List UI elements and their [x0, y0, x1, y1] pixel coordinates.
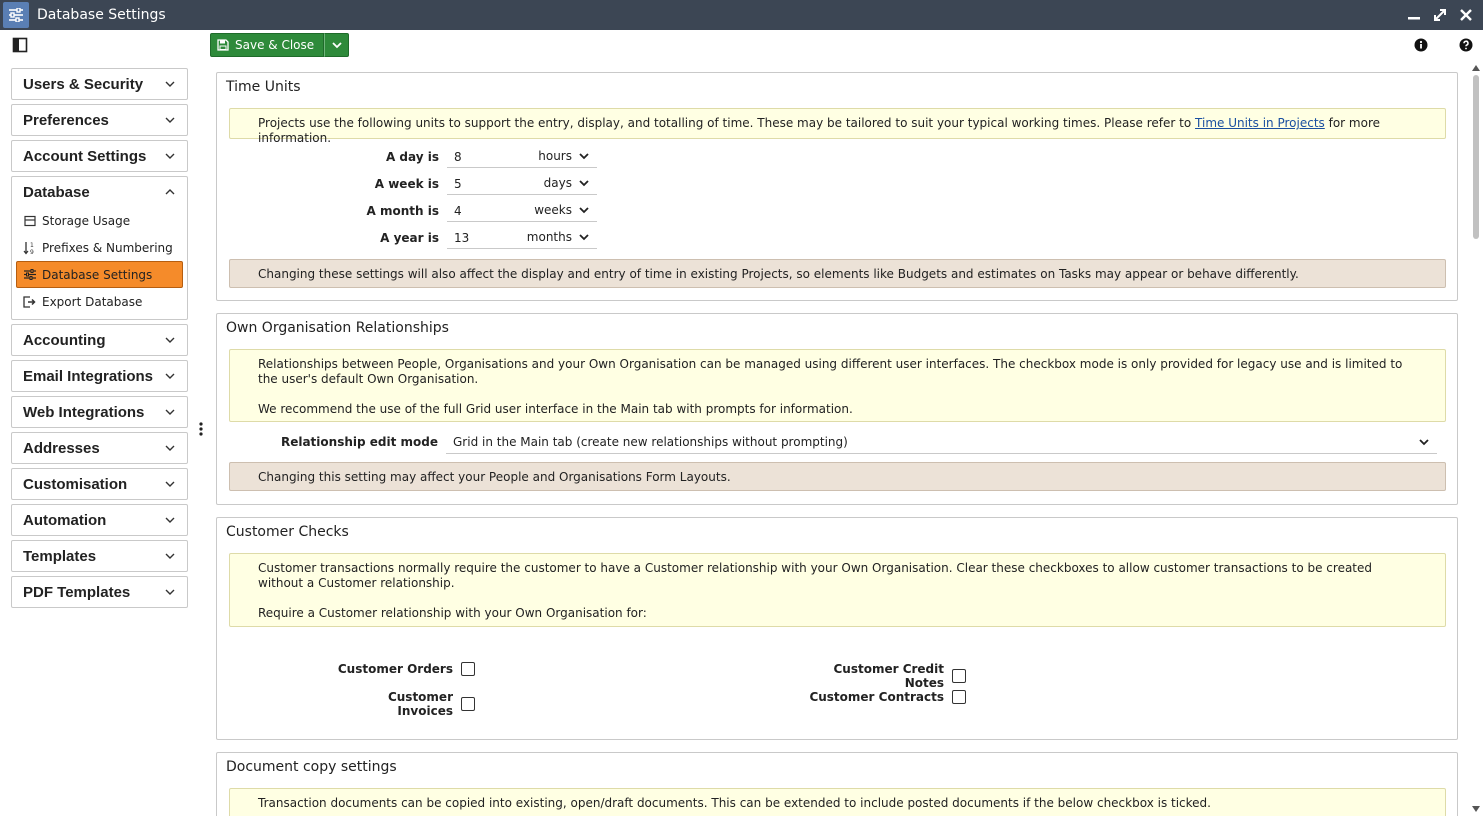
time-unit-row-day — [217, 145, 597, 169]
day-hours-input[interactable] — [447, 146, 597, 168]
time-units-note — [229, 108, 1446, 145]
nav-group-header[interactable] — [12, 141, 187, 171]
unit-label: A year is — [380, 231, 439, 245]
chevron-down-icon — [579, 233, 589, 241]
nav-group-header[interactable] — [12, 541, 187, 571]
nav-group-label: Account Settings — [23, 147, 147, 165]
chevron-down-icon — [579, 152, 589, 160]
time-units-warning: Changing these settings will also affect the display and entry of time in existing Projects, so elements like Budgets and estimates on Tasks may appear or behave differently. — [229, 259, 1446, 288]
nav-item-storage-usage[interactable] — [12, 207, 187, 234]
nav-group-header[interactable] — [12, 469, 187, 499]
customer-orders-checkbox[interactable] — [461, 662, 475, 676]
chevron-down-icon — [165, 371, 175, 381]
save-icon — [217, 39, 229, 51]
time-units-help-link[interactable]: Time Units in Projects — [1195, 116, 1325, 130]
note-text: Require a Customer relationship with your Own Organisation for: — [258, 606, 647, 620]
unit-select-value: weeks — [534, 203, 572, 217]
checkbox-label: Customer Contracts — [809, 690, 944, 704]
note-text: Customer transactions normally require the customer to have a Customer relationship with your Own Organisation. Clear these checkboxes to allow customer transactions to be created without a Customer relationship. — [258, 561, 1373, 590]
nav-group-account-settings[interactable] — [11, 140, 188, 172]
chevron-down-icon — [165, 115, 175, 125]
nav-item-label: Storage Usage — [42, 213, 131, 228]
nav-group-pdf-templates[interactable] — [11, 576, 188, 608]
title-bar — [0, 0, 1483, 30]
sidebar-toggle-icon[interactable] — [12, 37, 28, 53]
customer-checks-panel — [216, 517, 1458, 740]
window-title: Database Settings — [37, 7, 166, 23]
settings-sidebar — [11, 68, 188, 612]
nav-group-header[interactable] — [12, 433, 187, 463]
nav-group-label: Automation — [23, 511, 107, 529]
checkbox-label: Customer Credit Notes — [833, 662, 944, 690]
settings-sliders-icon — [3, 2, 29, 28]
customer-invoices-checkbox[interactable] — [461, 697, 475, 711]
chevron-down-icon — [165, 407, 175, 417]
chevron-down-icon — [165, 335, 175, 345]
close-icon[interactable] — [1459, 8, 1473, 22]
export-icon — [23, 295, 36, 308]
settings-content — [216, 72, 1458, 816]
unit-select-value: days — [543, 176, 572, 190]
scrollbar-thumb[interactable] — [1473, 75, 1479, 239]
year-months-input[interactable] — [447, 227, 597, 249]
chevron-down-icon — [579, 206, 589, 214]
unit-select[interactable] — [538, 149, 589, 163]
minimize-icon[interactable] — [1407, 8, 1421, 22]
info-icon — [1414, 38, 1428, 52]
time-unit-row-year — [217, 226, 597, 250]
unit-select-value: months — [526, 230, 572, 244]
save-close-group — [210, 33, 349, 57]
chevron-down-icon — [165, 515, 175, 525]
nav-item-prefixes-numbering[interactable] — [12, 234, 187, 261]
unit-label: A week is — [374, 177, 439, 191]
week-days-input[interactable] — [447, 173, 597, 195]
sliders-icon — [23, 268, 36, 281]
nav-item-label: Database Settings — [42, 267, 153, 282]
chevron-down-icon — [165, 443, 175, 453]
checkbox-label: Customer Orders — [337, 662, 453, 676]
panel-title: Time Units — [226, 79, 301, 95]
nav-item-database-settings[interactable] — [16, 261, 183, 288]
nav-item-label: Prefixes & Numbering — [42, 240, 173, 255]
own-org-panel — [216, 313, 1458, 505]
nav-group-header[interactable] — [12, 397, 187, 427]
scroll-down-icon[interactable] — [1472, 805, 1480, 813]
splitter-handle-icon[interactable] — [198, 421, 204, 437]
nav-group-header[interactable] — [12, 325, 187, 355]
chevron-down-icon — [165, 587, 175, 597]
chevron-down-icon — [165, 479, 175, 489]
unit-value: 13 — [454, 230, 470, 245]
nav-group-label: Addresses — [23, 439, 100, 457]
nav-group-label: Customisation — [23, 475, 128, 493]
note-text: Projects use the following units to support the entry, display, and totalling of time. These may be tailored to suit your typical working times. Please refer to — [258, 116, 1196, 130]
note-text: for more information. — [258, 116, 1380, 145]
chevron-down-icon — [165, 79, 175, 89]
numbering-icon — [23, 241, 36, 254]
nav-group-label: Users & Security — [23, 75, 144, 93]
customer-credit-notes-checkbox[interactable] — [952, 669, 966, 683]
chevron-up-icon — [165, 187, 175, 197]
checkbox-label: Customer Invoices — [387, 690, 453, 718]
unit-label: A month is — [366, 204, 439, 218]
help-button[interactable] — [1455, 35, 1477, 55]
nav-item-export-database[interactable] — [12, 288, 187, 315]
time-unit-row-week — [217, 172, 597, 196]
svg-text:1: 1 — [30, 241, 34, 249]
customer-checks-note — [229, 553, 1446, 627]
scroll-up-icon[interactable] — [1472, 64, 1480, 72]
unit-select[interactable] — [544, 176, 589, 190]
month-weeks-input[interactable] — [447, 200, 597, 222]
panel-title: Document copy settings — [226, 759, 397, 775]
time-units-panel — [216, 72, 1458, 301]
unit-select-value: hours — [538, 149, 572, 163]
nav-group-label: Email Integrations — [23, 367, 154, 385]
nav-group-accounting[interactable] — [11, 324, 188, 356]
nav-group-label: Preferences — [23, 111, 109, 129]
info-button[interactable] — [1410, 35, 1432, 55]
nav-group-users-security[interactable] — [11, 68, 188, 100]
nav-group-header[interactable] — [12, 69, 187, 99]
own-org-note — [229, 349, 1446, 422]
storage-icon — [23, 214, 36, 227]
unit-select[interactable] — [527, 230, 589, 244]
nav-group-label: Templates — [23, 547, 97, 565]
document-copy-note: Transaction documents can be copied into existing, open/draft documents. This can be extended to include posted documents if the below checkbox is ticked. — [229, 788, 1446, 816]
nav-group-header[interactable] — [12, 361, 187, 391]
nav-group-header[interactable] — [12, 105, 187, 135]
nav-item-label: Export Database — [42, 294, 143, 309]
customer-contracts-checkbox[interactable] — [952, 690, 966, 704]
save-options-dropdown[interactable] — [324, 33, 349, 57]
nav-group-web-integrations[interactable] — [11, 396, 188, 428]
nav-group-header[interactable] — [12, 577, 187, 607]
field-label: Relationship edit mode — [280, 435, 438, 449]
unit-value: 5 — [454, 176, 462, 191]
nav-group-label: Web Integrations — [23, 403, 145, 421]
maximize-icon[interactable] — [1433, 8, 1447, 22]
customer-contracts-checkbox-row — [797, 690, 966, 704]
unit-value: 8 — [454, 149, 462, 164]
customer-orders-checkbox-row — [337, 662, 475, 676]
save-close-button[interactable] — [210, 33, 324, 57]
nav-group-label: PDF Templates — [23, 583, 131, 601]
relationship-edit-mode-select[interactable] — [446, 430, 1437, 454]
nav-group-preferences[interactable] — [11, 104, 188, 136]
chevron-down-icon — [1419, 438, 1429, 446]
chevron-down-icon — [165, 151, 175, 161]
relationship-edit-mode-row — [216, 430, 1458, 454]
nav-group-automation[interactable] — [11, 504, 188, 536]
main-scrollbar[interactable] — [1469, 60, 1483, 816]
nav-group-header[interactable] — [12, 505, 187, 535]
chevron-down-icon — [165, 551, 175, 561]
own-org-warning: Changing this setting may affect your People and Organisations Form Layouts. — [229, 462, 1446, 491]
unit-value: 4 — [454, 203, 462, 218]
nav-group-header[interactable] — [12, 177, 187, 207]
nav-group-database[interactable] — [11, 176, 188, 320]
chevron-down-icon — [579, 179, 589, 187]
nav-group-label: Database — [23, 183, 90, 201]
chevron-down-icon — [332, 41, 342, 49]
note-text: Relationships between People, Organisations and your Own Organisation can be managed using different user interfaces. The checkbox mode is only provided for legacy use and is limited to the user's default Own Organisation. — [258, 357, 1403, 386]
unit-label: A day is — [385, 150, 439, 164]
customer-credit-notes-checkbox-row — [797, 662, 966, 690]
customer-invoices-checkbox-row — [337, 690, 475, 718]
save-close-label: Save & Close — [235, 38, 315, 52]
svg-text:9: 9 — [30, 248, 34, 255]
nav-group-label: Accounting — [23, 331, 106, 349]
select-value: Grid in the Main tab (create new relationships without prompting) — [453, 434, 848, 449]
nav-group-addresses[interactable] — [11, 432, 188, 464]
note-text: We recommend the use of the full Grid user interface in the Main tab with prompts for information. — [258, 402, 853, 416]
nav-group-templates[interactable] — [11, 540, 188, 572]
panel-title: Customer Checks — [226, 524, 349, 540]
unit-select[interactable] — [534, 203, 589, 217]
panel-title: Own Organisation Relationships — [226, 320, 449, 336]
time-unit-row-month — [217, 199, 597, 223]
document-copy-panel — [216, 752, 1458, 816]
help-icon — [1459, 38, 1473, 52]
nav-group-customisation[interactable] — [11, 468, 188, 500]
nav-group-email-integrations[interactable] — [11, 360, 188, 392]
